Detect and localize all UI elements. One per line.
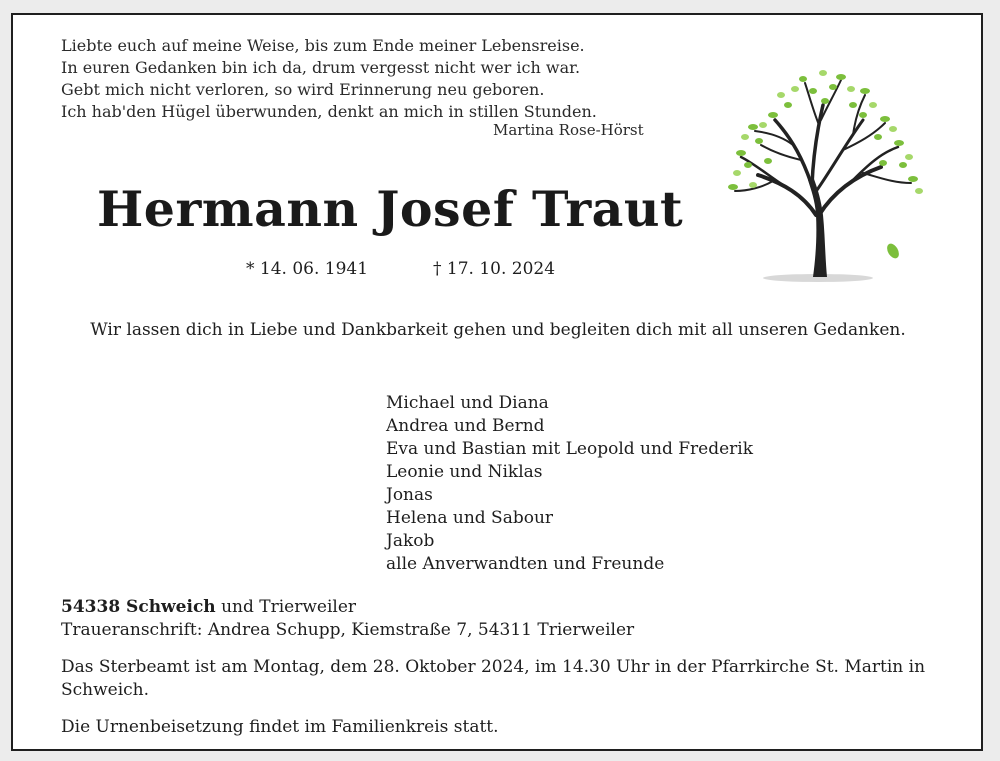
birth-date: * 14. 06. 1941 [246, 259, 369, 279]
poem-author: Martina Rose-Hörst [493, 121, 644, 139]
poem-line: Ich hab'den Hügel überwunden, denkt an mich in stillen Stunden. [61, 102, 597, 121]
mourner-entry: Jakob [386, 531, 435, 551]
mourner-entry: Helena und Sabour [386, 508, 554, 528]
location-block [61, 596, 634, 642]
mourning-address: Traueranschrift: Andrea Schupp, Kiemstraße 7, 54311 Trierweiler [61, 620, 635, 640]
urn-info: Die Urnenbeisetzung findet im Familienkreis statt. [61, 717, 499, 737]
town-rest: und Trierweiler [215, 597, 357, 617]
service-info: Das Sterbeamt ist am Montag, dem 28. Oktober 2024, im 14.30 Uhr in der Pfarrkirche St. Martin in Schweich. [61, 657, 926, 700]
farewell-message: Wir lassen dich in Liebe und Dankbarkeit gehen und begleiten dich mit all unseren Gedanken. [90, 320, 906, 340]
mourner-entry: Eva und Bastian mit Leopold und Frederik [386, 439, 754, 459]
mourner-entry: Leonie und Niklas [386, 462, 543, 482]
poem-line: Gebt mich nicht verloren, so wird Erinnerung neu geboren. [61, 80, 545, 99]
mourner-entry: Jonas [386, 485, 433, 505]
poem-line: In euren Gedanken bin ich da, drum vergesst nicht wer ich war. [61, 58, 581, 77]
death-date: † 17. 10. 2024 [433, 259, 556, 279]
obituary-card [11, 13, 983, 751]
poem-line: Liebte euch auf meine Weise, bis zum Ende meiner Lebensreise. [61, 36, 585, 55]
tree-illustration-icon [713, 65, 933, 290]
town-bold: 54338 Schweich [61, 597, 216, 617]
town-line [61, 596, 634, 619]
mourner-entry: Michael und Diana [386, 393, 549, 413]
deceased-name: Hermann Josef Traut [97, 180, 684, 238]
mourners-list [386, 392, 753, 576]
mourner-entry: alle Anverwandten und Freunde [386, 554, 665, 574]
poem [61, 35, 597, 123]
mourner-entry: Andrea und Bernd [386, 416, 545, 436]
